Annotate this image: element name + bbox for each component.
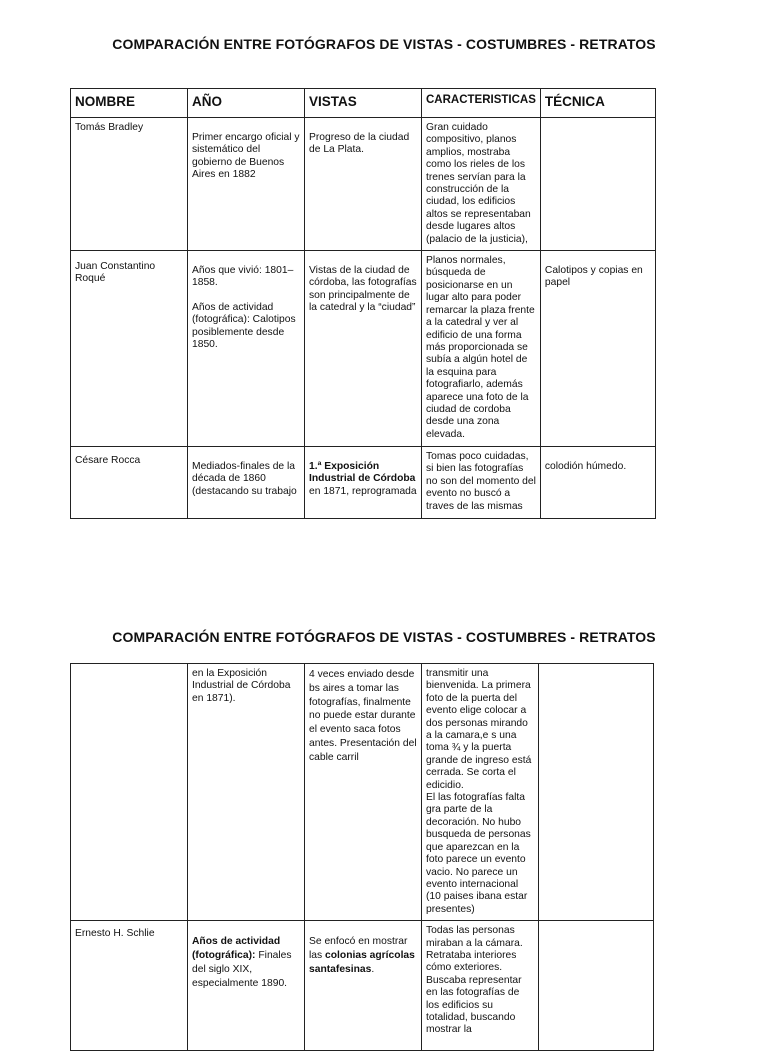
cell-vistas: Vistas de la ciudad de córdoba, las fotografías son principalmente de la catedral y la “ciudad”	[305, 251, 422, 447]
header-tecnica: TÉCNICA	[540, 89, 655, 118]
cell-vistas	[305, 921, 422, 1051]
cell-anio: en la Exposición Industrial de Córdoba en 1871).	[188, 664, 305, 921]
caracteristicas-p2: El las fotografías falta gra parte de la decoración. No hubo busqueda de personas que aparezcan en la foto parece un evento vacio. No parece un evento internacional (10 paises ibana estar presentes)	[426, 792, 531, 915]
vistas-bold: colonias agrícolas santafesinas	[309, 949, 415, 975]
cell-tecnica	[539, 921, 654, 1051]
page-title: COMPARACIÓN ENTRE FOTÓGRAFOS DE VISTAS - COSTUMBRES - RETRATOS	[112, 629, 656, 645]
cell-caracteristicas: Planos normales, búsqueda de posicionarse en un lugar alto para poder remarcar la plaza frente a la catedral y ver al edificio de una forma más proporcionada se subía a algún hotel de la esquina para fotografiarlo, además aparece una foto de la ciudad de cordoba desde una zona elevada.	[422, 251, 541, 447]
cell-anio	[188, 251, 305, 447]
table-row	[71, 447, 656, 519]
page-title: COMPARACIÓN ENTRE FOTÓGRAFOS DE VISTAS - COSTUMBRES - RETRATOS	[112, 36, 656, 52]
cell-anio	[188, 921, 305, 1051]
anio-bold: Años de actividad (fotográfica):	[192, 936, 281, 961]
vistas-post: .	[371, 963, 375, 975]
cell-vistas: 4 veces enviado desde bs aires a tomar las fotografías, finalmente no puede estar durante el evento saca fotos antes. Presentación del cable carril	[305, 664, 422, 921]
cell-caracteristicas: Tomas poco cuidadas, si bien las fotografías no son del momento del evento no buscó a traves de las mismas	[422, 447, 541, 519]
table-row	[71, 118, 656, 251]
cell-anio: Primer encargo oficial y sistemático del gobierno de Buenos Aires en 1882	[188, 118, 305, 251]
anio-vida: Años que vivió: 1801–1858.	[192, 265, 294, 289]
cell-nombre	[71, 664, 188, 921]
cell-tecnica	[540, 118, 655, 251]
cell-tecnica: Calotipos y copias en papel	[540, 251, 655, 447]
comparison-table-page2	[70, 663, 654, 1051]
cell-caracteristicas	[422, 664, 539, 921]
cell-caracteristicas: Todas las personas miraban a la cámara. Retrataba interiores cómo exteriores. Buscaba representar en las fotografías de los edificios su totalidad, buscando mostrar la	[422, 921, 539, 1051]
table-header-row	[71, 89, 656, 118]
cell-nombre: Césare Rocca	[71, 447, 188, 519]
cell-tecnica: colodión húmedo.	[540, 447, 655, 519]
caracteristicas-p1: transmitir una bienvenida. La primera foto de la puerta del evento elige colocar a dos personas mirando a la camara,e s una toma ¾ y la puerta grande de ingreso está cerrada. Se corta el edicidio.	[426, 668, 532, 791]
vistas-rest: en 1871, reprogramada	[309, 485, 417, 497]
cell-vistas: Progreso de la ciudad de La Plata.	[305, 118, 422, 251]
table-row	[71, 251, 656, 447]
header-nombre: NOMBRE	[71, 89, 188, 118]
anio-rest: Finales del siglo XIX, especialmente 1890.	[192, 949, 292, 989]
header-caracteristicas: CARACTERISTICAS	[422, 89, 541, 118]
anio-actividad: Años de actividad (fotográfica): Calotipos posiblemente desde 1850.	[192, 301, 296, 351]
vistas-pre: Se enfocó en mostrar las	[309, 936, 408, 961]
cell-vistas	[305, 447, 422, 519]
vistas-bold: 1.ª Exposición Industrial de Córdoba	[309, 461, 416, 485]
cell-anio: Mediados-finales de la década de 1860 (destacando su trabajo	[188, 447, 305, 519]
header-anio: AÑO	[188, 89, 305, 118]
cell-nombre: Tomás Bradley	[71, 118, 188, 251]
table-row	[71, 664, 654, 921]
cell-caracteristicas: Gran cuidado compositivo, planos amplios, mostraba como los rieles de los trenes servían para la construcción de la ciudad, los edificios altos se representaban desde lugares altos (palacio de la justicia),	[422, 118, 541, 251]
cell-tecnica	[539, 664, 654, 921]
table-row	[71, 921, 654, 1051]
cell-nombre: Juan Constantino Roqué	[71, 251, 188, 447]
header-vistas: VISTAS	[305, 89, 422, 118]
cell-nombre: Ernesto H. Schlie	[71, 921, 188, 1051]
comparison-table-page1	[70, 88, 656, 519]
